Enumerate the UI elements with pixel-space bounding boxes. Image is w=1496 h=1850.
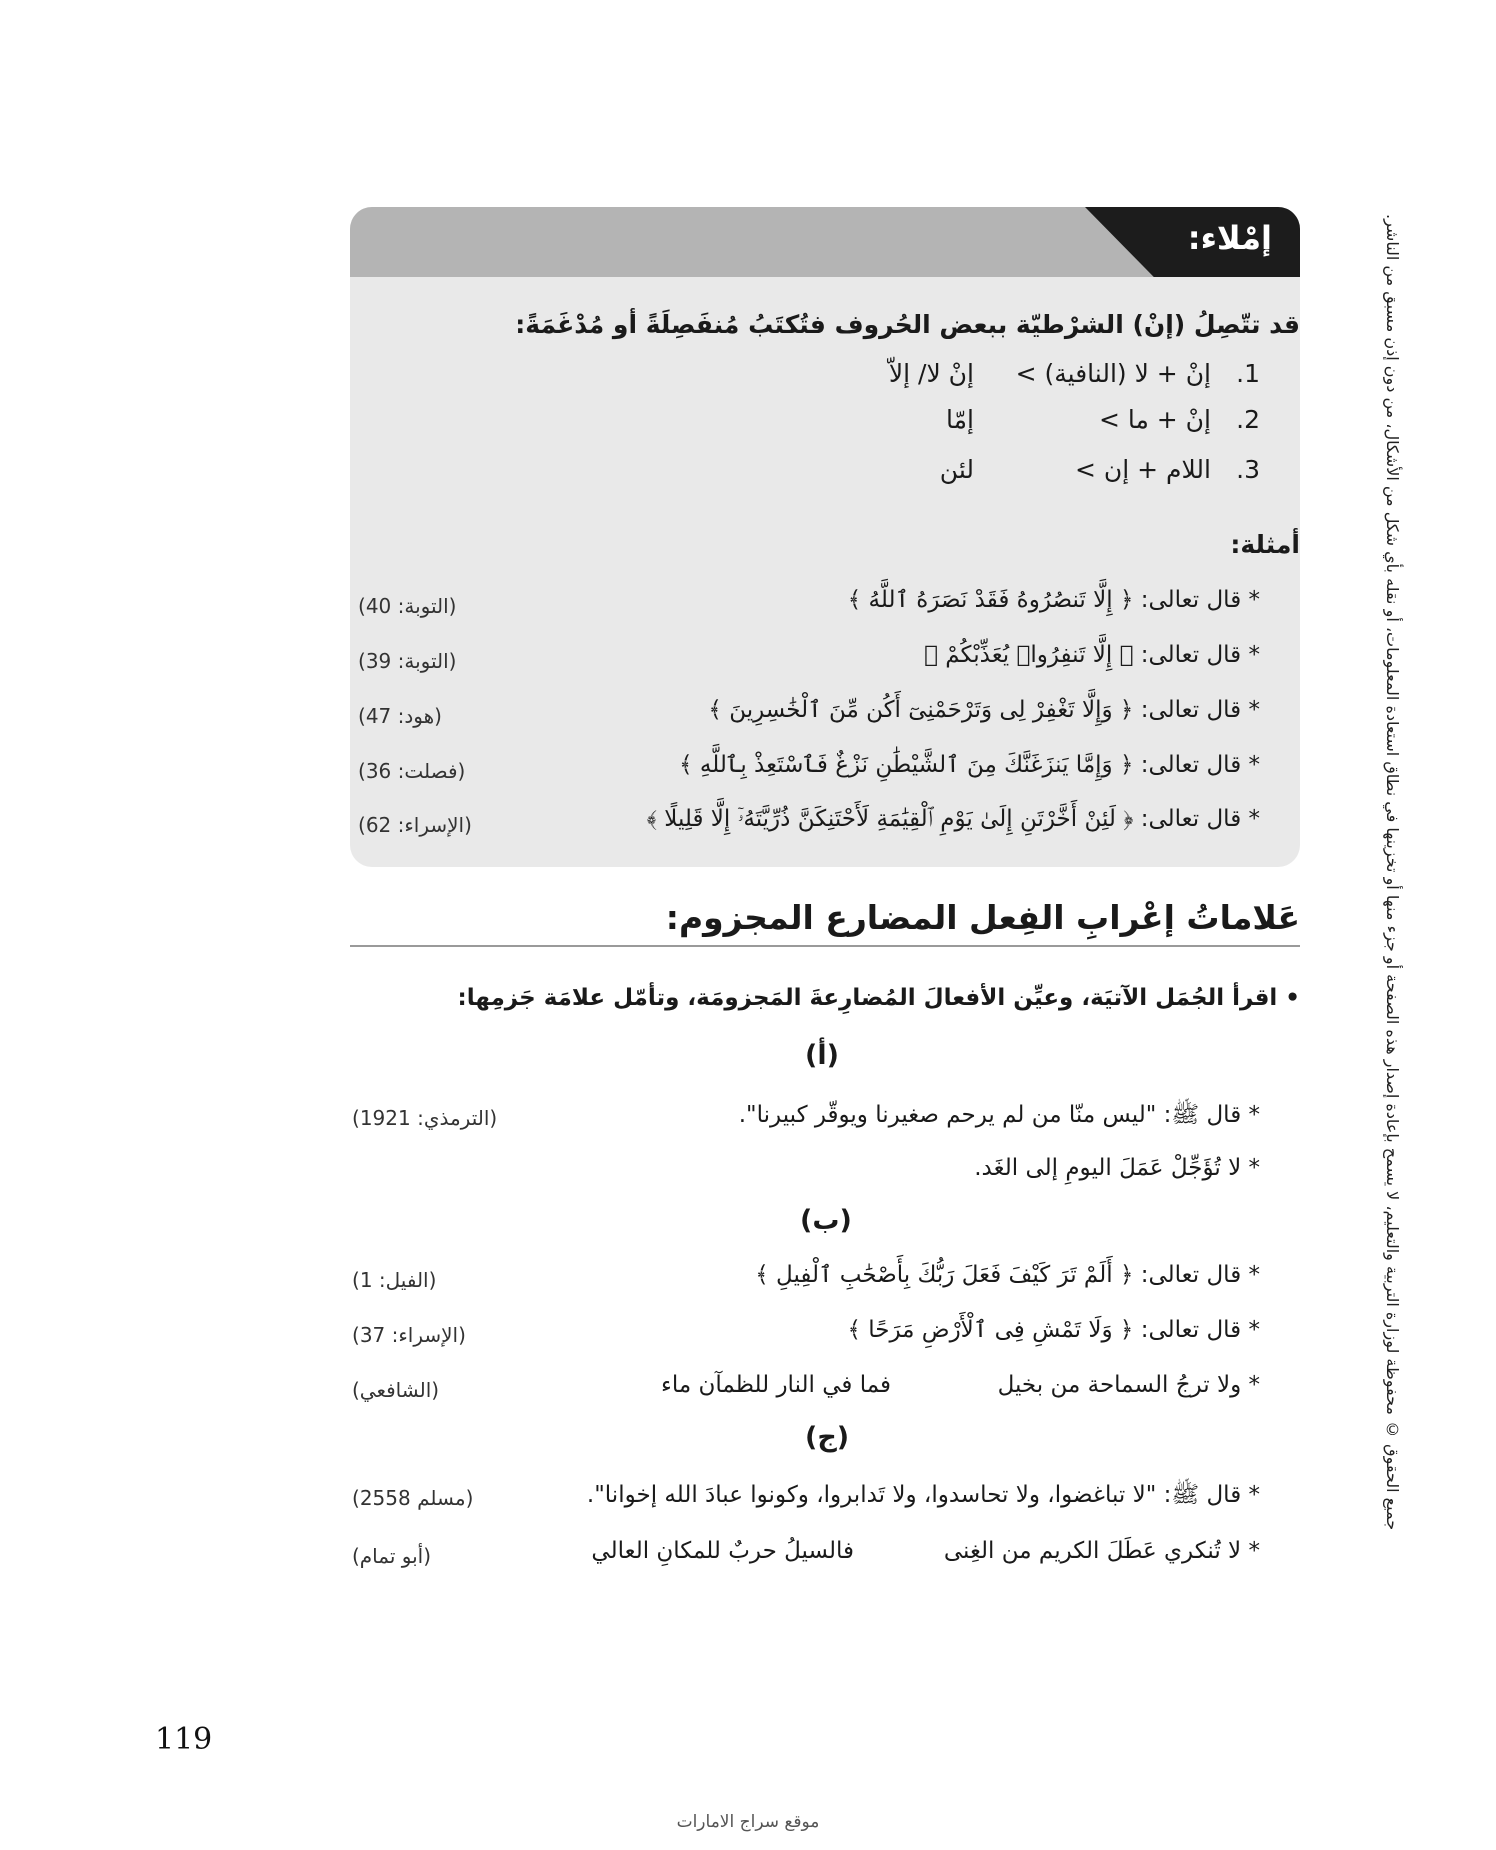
rule-num: .1 xyxy=(1236,359,1260,388)
copyright-note: جميع الحقوق © محفوظة لوزارة التربية والتعليم، لا يسمح بإعادة إصدار هذه الصفحة أو جزء منها أو تخزينها في نطاق استعادة المعلومات، أو نقله بأي شكل من الأشكال، من دون إذن مسبق من الناشر. xyxy=(1383,213,1402,1530)
sentence-line: * قال ﷺ: "ليس منّا من لم يرحم صغيرنا ويوقّر كبيرنا". xyxy=(738,1102,1260,1128)
group-label: (ب) xyxy=(800,1205,852,1236)
section-instruction: • اقرأ الجُمَل الآتيَة، وعيِّن الأفعالَ المُضارِعةَ المَجزومَة، وتأمّل علامَة جَزمِها: xyxy=(457,985,1300,1011)
rule-result: إنْ لا/ إلاّ xyxy=(888,359,974,388)
group-label: (أ) xyxy=(805,1040,839,1071)
verse-second-half: فالسيلُ حربٌ للمكانِ العالي xyxy=(591,1538,854,1564)
sentence-line: * قال تعالى: ﴿ وَلَا تَمْشِ فِى ٱلْأَرْضِ مَرَحًا ﴾ xyxy=(847,1317,1260,1343)
section-title: عَلاماتُ إعْرابِ الفِعل المضارع المجزوم: xyxy=(665,898,1300,937)
verse-second-half: فما في النار للظمآن ماء xyxy=(661,1372,891,1398)
group-label: (ج) xyxy=(805,1422,850,1453)
example-ref: (فصلت: 36) xyxy=(358,759,466,783)
sentence-ref: (الشافعي) xyxy=(352,1378,440,1402)
section-divider xyxy=(350,945,1300,947)
example-line: * قال تعالى: ﴿ وَإِلَّا تَغْفِرْ لِى وَتَرْحَمْنِىٓ أَكُن مِّنَ ٱلْخَٰسِرِينَ ﴾ xyxy=(708,697,1260,723)
example-line: * قال تعالى: ﴿ وَإِمَّا يَنزَغَنَّكَ مِنَ ٱلشَّيْطَٰنِ نَزْغٌ فَٱسْتَعِذْ بِٱللَّهِ ﴾ xyxy=(679,752,1260,778)
sentence-line: * قال ﷺ: "لا تباغضوا، ولا تحاسدوا، ولا تَدابروا، وكونوا عبادَ الله إخوانا". xyxy=(586,1482,1260,1508)
sentence-ref: (الترمذي: 1921) xyxy=(352,1106,498,1130)
rule-expression: إنْ + ما > xyxy=(1098,405,1211,434)
footer-site-name: موقع سراج الامارات xyxy=(676,1812,820,1832)
example-line: * قال تعالى: ﴿ إِلَّا تَنفِرُوا۟ يُعَذِّبْكُمْ ﴾ xyxy=(924,642,1260,668)
imlaa-intro: قد تتّصِلُ (إنْ) الشرْطيّة ببعض الحُروف فتُكتَبُ مُنفَصِلَةً أو مُدْغَمَةً: xyxy=(515,310,1300,339)
example-line: * قال تعالى: ﴿ إِلَّا تَنصُرُوهُ فَقَدْ نَصَرَهُ ٱللَّهُ ﴾ xyxy=(847,587,1260,613)
sentence-ref: (أبو تمام) xyxy=(352,1544,432,1568)
example-ref: (الإسراء: 62) xyxy=(358,813,472,837)
rule-num: .3 xyxy=(1236,455,1260,484)
example-ref: (التوبة: 39) xyxy=(358,649,457,673)
page-number: 119 xyxy=(155,1722,213,1757)
rule-expression: اللام + إن > xyxy=(1075,455,1211,484)
verse-first-half: * ولا ترجُ السماحة من بخيل xyxy=(997,1372,1260,1398)
example-ref: (هود: 47) xyxy=(358,704,442,728)
sentence-line: * لا تُؤَجِّلْ عَمَلَ اليومِ إلى الغَد. xyxy=(974,1155,1260,1181)
rule-num: .2 xyxy=(1236,405,1260,434)
imlaa-title: إمْلاء: xyxy=(1187,219,1272,257)
sentence-ref: (الفيل: 1) xyxy=(352,1268,437,1292)
verse-first-half: * لا تُنكري عَطَلَ الكريم من الغِنى xyxy=(943,1538,1260,1564)
rule-expression: إنْ + لا (النافية) > xyxy=(1015,359,1211,388)
sentence-ref: (الإسراء: 37) xyxy=(352,1323,466,1347)
sentence-ref: (مسلم 2558) xyxy=(352,1486,474,1510)
rule-result: إمّا xyxy=(946,405,974,434)
example-line: * قال تعالى: ﴿ لَئِنْ أَخَّرْتَنِ إِلَىٰ يَوْمِ ٱلْقِيَٰمَةِ لَأَحْتَنِكَنَّ ذُرِّيَّتَهُۥٓ إِلَّا قَلِيلًا ﴾ xyxy=(646,806,1260,832)
sentence-line: * قال تعالى: ﴿ أَلَمْ تَرَ كَيْفَ فَعَلَ رَبُّكَ بِأَصْحَٰبِ ٱلْفِيلِ ﴾ xyxy=(755,1262,1260,1288)
rule-result: لئن xyxy=(939,455,974,484)
examples-label: أمثلة: xyxy=(1230,530,1300,559)
example-ref: (التوبة: 40) xyxy=(358,594,457,618)
